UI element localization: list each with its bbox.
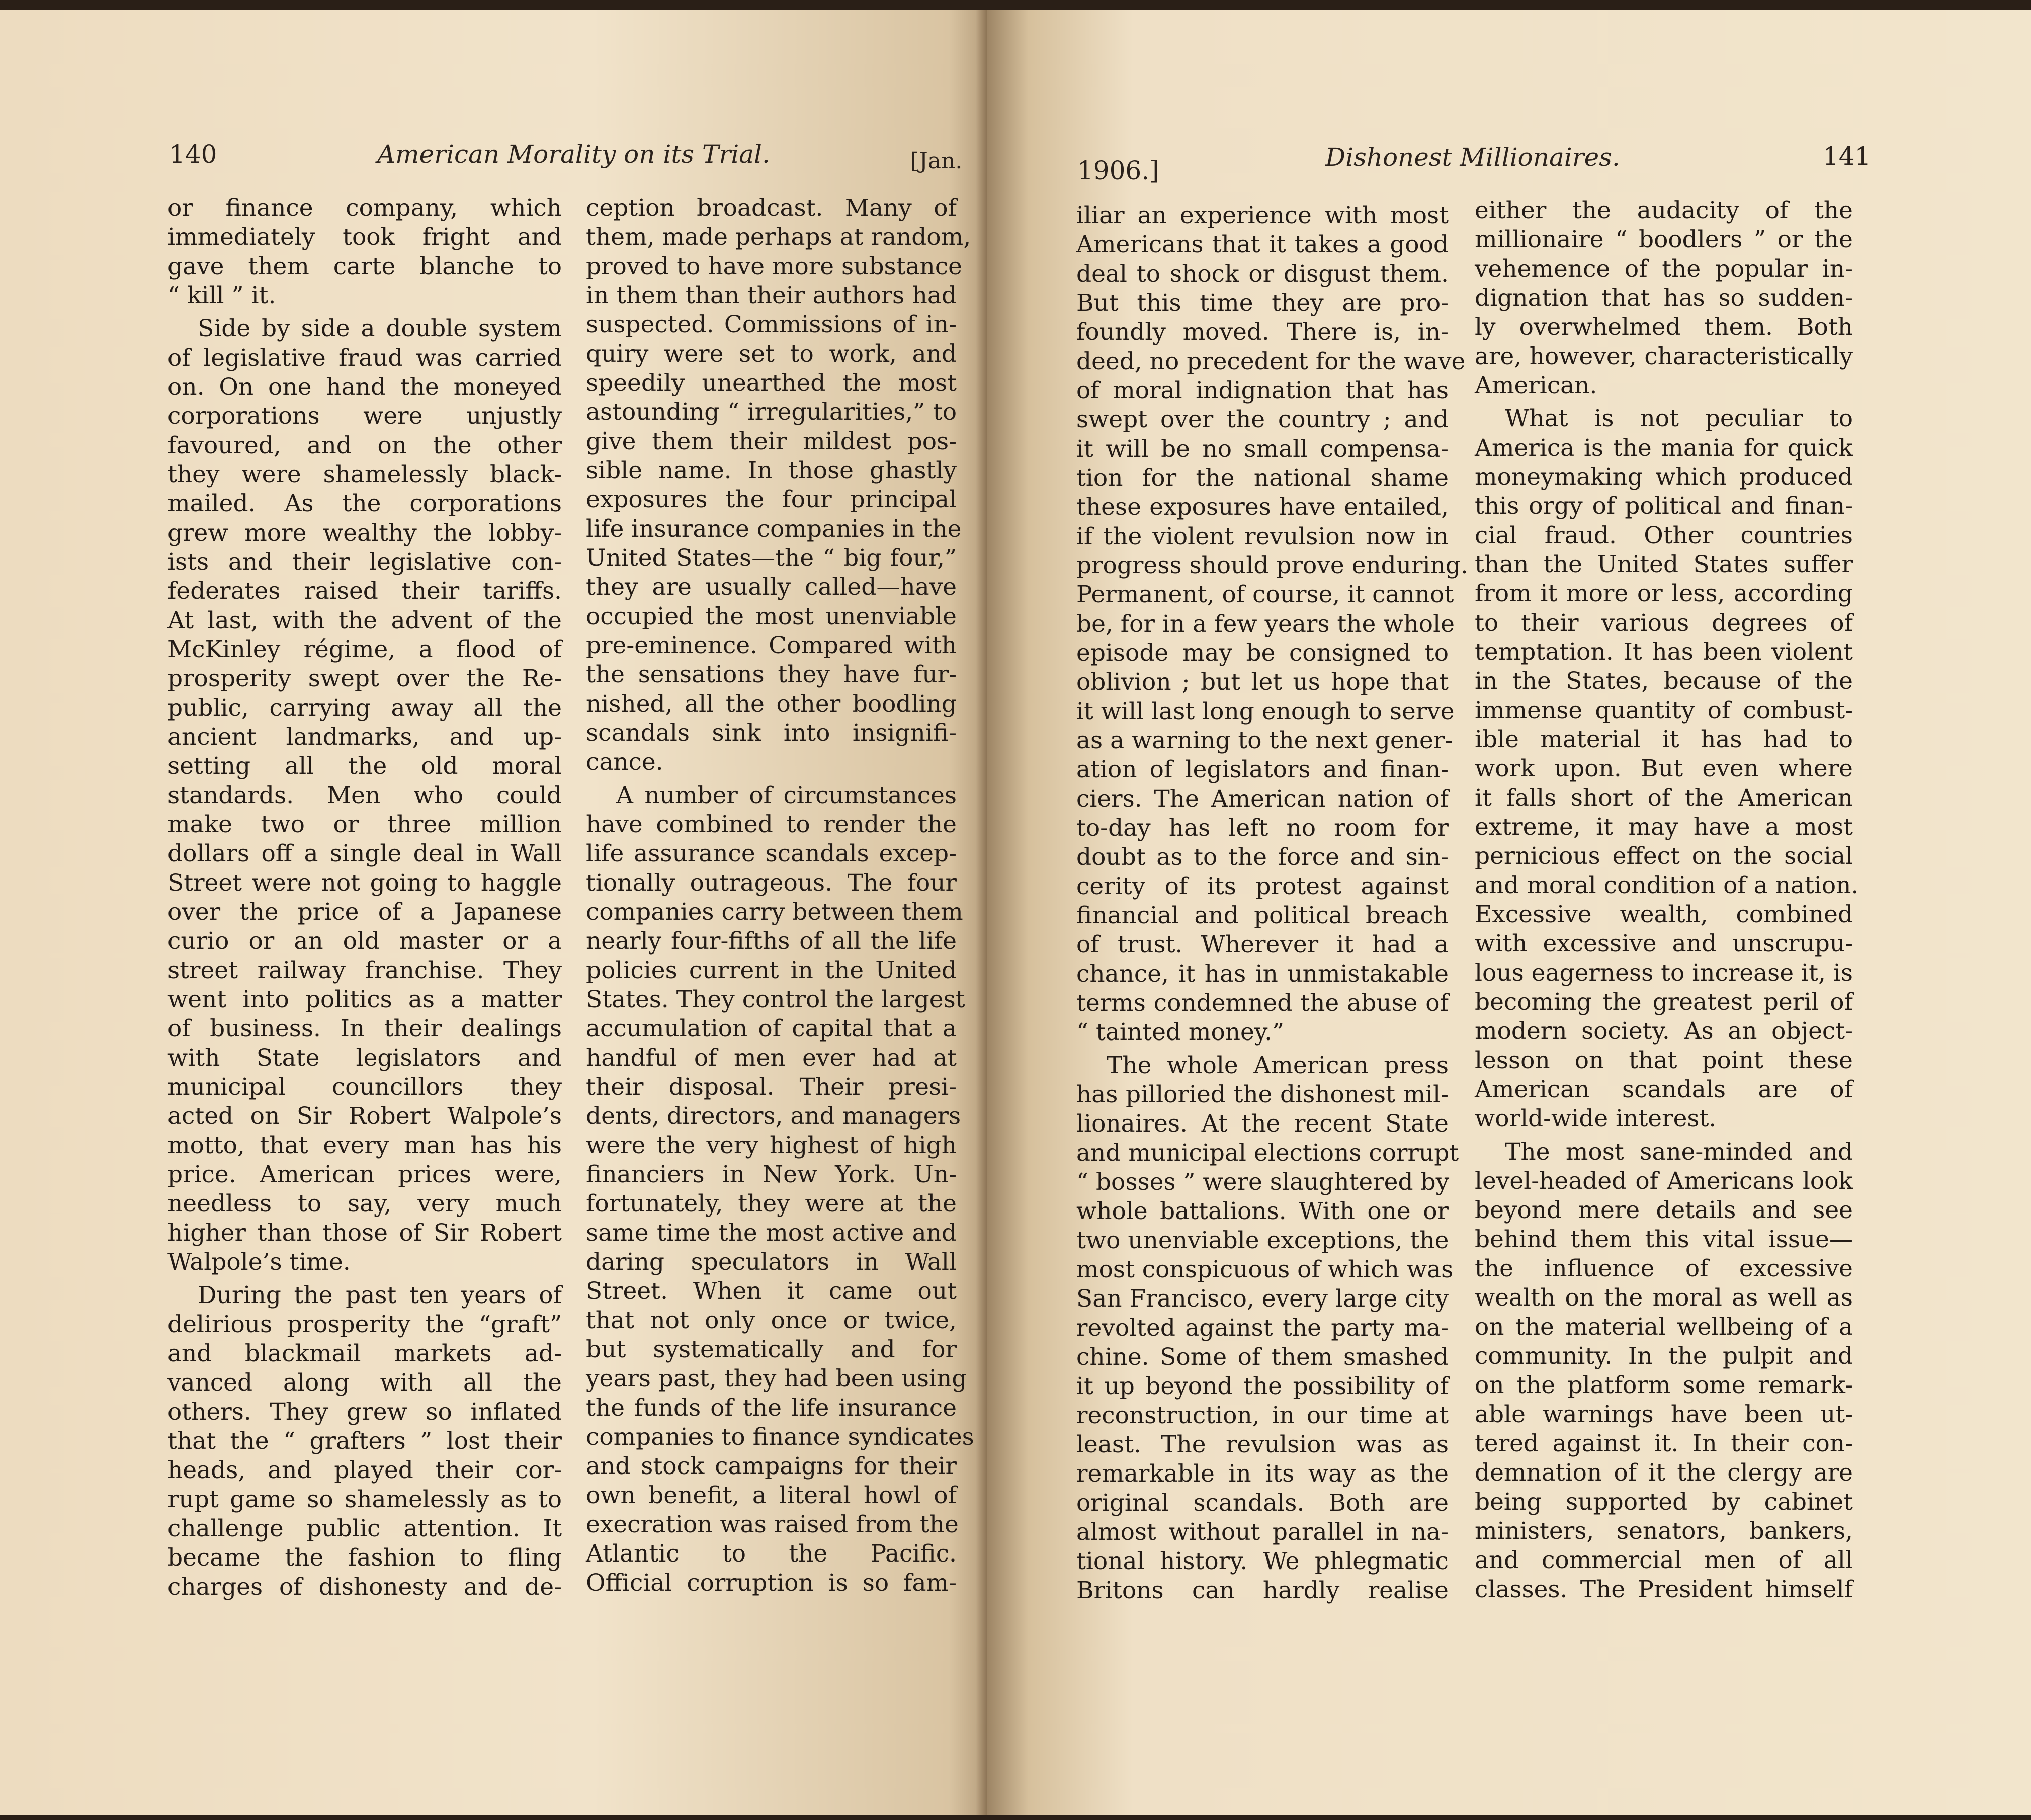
text-line: handful of men ever had at (586, 1044, 957, 1072)
text-line: own benefit, a literal howl of (586, 1482, 957, 1509)
text-line: During the past ten years of (198, 1281, 562, 1309)
text-line: terms condemned the abuse of (1076, 989, 1449, 1017)
paragraph-gap (167, 310, 562, 314)
page-number-left: 140 (169, 140, 217, 169)
paragraph-gap (586, 777, 957, 781)
text-line: this orgy of political and finan- (1475, 492, 1853, 520)
text-line: ible material it has had to (1475, 726, 1853, 753)
text-line: public, carrying away all the (167, 694, 562, 722)
text-line: on the material wellbeing of a (1475, 1313, 1853, 1341)
text-line: A number of circumstances (616, 782, 957, 809)
text-line: life insurance companies in the (586, 515, 962, 543)
text-line: companies carry between them (586, 898, 963, 926)
running-date-left: [Jan. (910, 148, 963, 174)
text-line: street railway franchise. They (167, 957, 562, 984)
text-line: life assurance scandals excep- (586, 840, 957, 868)
text-line: “ bosses ” were slaughtered by (1076, 1168, 1450, 1196)
text-line: it will be no small compensa- (1076, 435, 1449, 463)
right-column-1 (1076, 201, 1468, 1605)
text-line: higher than those of Sir Robert (167, 1219, 562, 1247)
text-line: most conspicuous of which was (1076, 1256, 1454, 1283)
text-line: standards. Men who could (167, 782, 562, 809)
text-line: years past, they had been using (586, 1365, 967, 1393)
text-line: But this time they are pro- (1076, 289, 1449, 317)
text-line: as a warning to the next gener- (1076, 727, 1453, 754)
text-line: two unenviable exceptions, the (1076, 1227, 1449, 1254)
text-line: Street were not going to haggle (167, 869, 562, 897)
text-line: of legislative fraud was carried (167, 344, 562, 372)
text-line: accumulation of capital that a (586, 1015, 957, 1043)
text-line: the influence of excessive (1475, 1255, 1853, 1282)
text-line: United States—the “ big four,” (586, 544, 957, 572)
text-line: companies to finance syndicates (586, 1423, 974, 1451)
text-line: vehemence of the popular in- (1475, 255, 1853, 283)
text-line: moneymaking which produced (1475, 463, 1853, 491)
text-line: financial and political breach (1076, 902, 1449, 929)
text-line: and commercial men of all (1475, 1546, 1853, 1574)
text-line: deed, no precedent for the wave (1076, 348, 1466, 375)
text-line: were the very highest of high (586, 1132, 957, 1159)
text-line: cance. (586, 748, 663, 776)
text-line: policies current in the United (586, 957, 957, 984)
text-line: to-day has left no room for (1076, 814, 1449, 842)
text-line: episode may be consigned to (1076, 639, 1449, 667)
text-line: has pilloried the dishonest mil- (1076, 1081, 1449, 1108)
text-line: it falls short of the American (1475, 784, 1853, 812)
text-line: motto, that every man has his (167, 1132, 562, 1159)
text-line: of business. In their dealings (167, 1015, 562, 1043)
right-column-2 (1475, 196, 1859, 1604)
text-line: the funds of the life insurance (586, 1394, 957, 1422)
text-line: Walpole’s time. (167, 1248, 351, 1276)
text-line: give them their mildest pos- (586, 427, 957, 455)
text-line: went into politics as a matter (167, 986, 562, 1013)
text-line: setting all the old moral (167, 752, 562, 780)
text-line: The most sane-minded and (1505, 1138, 1853, 1166)
text-line: At last, with the advent of the (167, 606, 562, 634)
text-line: and stock campaigns for their (586, 1452, 957, 1480)
running-date-right: 1906.] (1077, 156, 1159, 185)
text-line: that the “ grafters ” lost their (167, 1427, 562, 1455)
text-line: and moral condition of a nation. (1475, 872, 1859, 899)
text-line: whole battalions. With one or (1076, 1197, 1449, 1225)
text-line: of moral indignation that has (1076, 377, 1449, 404)
text-line: behind them this vital issue— (1475, 1226, 1853, 1253)
text-line: than the United States suffer (1475, 551, 1853, 578)
text-line: curio or an old master or a (167, 927, 562, 955)
text-line: “ tainted money.” (1076, 1018, 1285, 1046)
text-line: occupied the most unenviable (586, 602, 957, 630)
text-line: scandals sink into insignifi- (586, 719, 957, 747)
text-line: States. They control the largest (586, 986, 965, 1013)
text-line: quiry were set to work, and (586, 340, 957, 368)
text-line: work upon. But even where (1475, 755, 1853, 783)
text-line: are, however, characteristically (1475, 342, 1853, 370)
text-line: same time the most active and (586, 1219, 957, 1247)
text-line: nearly four-fifths of all the life (586, 927, 957, 955)
text-line: classes. The President himself (1475, 1576, 1853, 1603)
text-line: make two or three million (167, 811, 562, 838)
text-line: lionaires. At the recent State (1076, 1110, 1449, 1138)
text-line: revolted against the party ma- (1076, 1314, 1449, 1342)
text-line: ancient landmarks, and up- (167, 723, 562, 751)
text-line: federates raised their tariffs. (167, 577, 562, 605)
text-line: favoured, and on the other (167, 431, 562, 459)
text-line: to their various degrees of (1475, 609, 1853, 637)
text-line: in them than their authors had (586, 282, 957, 309)
text-line: prosperity swept over the Re- (167, 665, 562, 692)
text-line: daring speculators in Wall (586, 1248, 957, 1276)
text-line: remarkable in its way as the (1076, 1460, 1449, 1488)
text-line: on. On one hand the moneyed (167, 373, 562, 401)
text-line: delirious prosperity the “graft” (167, 1311, 562, 1338)
text-line: heads, and played their cor- (167, 1456, 562, 1484)
text-line: they are usually called—have (586, 573, 957, 601)
paragraph-gap (1475, 1134, 1853, 1138)
text-line: ministers, senators, bankers, (1475, 1517, 1853, 1545)
text-line: ception broadcast. Many of (586, 194, 957, 222)
text-line: charges of dishonesty and de- (167, 1573, 562, 1601)
text-line: ists and their legislative con- (167, 548, 562, 576)
text-line: tionally outrageous. The four (586, 869, 957, 897)
text-line: millionaire “ boodlers ” or the (1475, 226, 1853, 253)
text-line: temptation. It has been violent (1475, 638, 1853, 666)
text-line: dollars off a single deal in Wall (167, 840, 562, 868)
text-line: mailed. As the corporations (167, 490, 562, 517)
text-line: gave them carte blanche to (167, 252, 562, 280)
text-line: modern society. As an object- (1475, 1017, 1853, 1045)
text-line: either the audacity of the (1475, 197, 1853, 224)
text-line: Street. When it came out (586, 1277, 957, 1305)
text-line: rupt game so shamelessly as to (167, 1486, 562, 1513)
text-line: original scandals. Both are (1076, 1489, 1449, 1517)
text-line: lesson on that point these (1475, 1047, 1853, 1074)
text-line: Official corruption is so fam- (586, 1569, 957, 1597)
paragraph-gap (1076, 1047, 1449, 1051)
text-line: corporations were unjustly (167, 402, 562, 430)
text-line: these exposures have entailed, (1076, 493, 1449, 521)
text-line: be, for in a few years the whole (1076, 610, 1455, 638)
text-line: became the fashion to fling (167, 1544, 562, 1572)
text-line: iliar an experience with most (1076, 202, 1449, 229)
text-line: tion for the national shame (1076, 464, 1449, 492)
text-line: ly overwhelmed them. Both (1475, 313, 1853, 341)
text-line: needless to say, very much (167, 1190, 562, 1218)
text-line: fortunately, they were at the (586, 1190, 957, 1218)
text-line: immediately took fright and (167, 223, 562, 251)
text-line: on the platform some remark- (1475, 1371, 1853, 1399)
text-line: if the violent revulsion now in (1076, 523, 1449, 550)
text-line: dignation that has so sudden- (1475, 284, 1853, 312)
text-line: wealth on the moral as well as (1475, 1284, 1853, 1312)
text-line: deal to shock or disgust them. (1076, 260, 1449, 288)
text-line: cerity of its protest against (1076, 873, 1449, 900)
text-line: doubt as to the force and sin- (1076, 843, 1449, 871)
text-line: lous eagerness to increase it, is (1475, 959, 1853, 987)
text-line: dents, directors, and managers (586, 1102, 961, 1130)
text-line: America is the mania for quick (1475, 434, 1853, 462)
text-line: ciers. The American nation of (1076, 785, 1449, 813)
left-column-2 (586, 194, 974, 1598)
text-line: chine. Some of them smashed (1076, 1343, 1449, 1371)
text-line: swept over the country ; and (1076, 406, 1449, 434)
text-line: pernicious effect on the social (1475, 842, 1853, 870)
text-line: McKinley régime, a flood of (167, 636, 562, 663)
text-line: or finance company, which (167, 194, 562, 222)
text-line: Permanent, of course, it cannot (1076, 581, 1454, 609)
text-line: over the price of a Japanese (167, 898, 562, 926)
text-line: price. American prices were, (167, 1161, 562, 1188)
running-title-left: American Morality on its Trial. (377, 140, 770, 169)
text-line: Britons can hardly realise (1076, 1577, 1449, 1604)
text-line: with excessive and unscrupu- (1475, 930, 1853, 958)
text-line: The whole American press (1107, 1052, 1449, 1079)
text-line: oblivion ; but let us hope that (1076, 668, 1449, 696)
text-line: proved to have more substance (586, 252, 962, 280)
text-line: financiers in New York. Un- (586, 1161, 957, 1188)
text-line: community. In the pulpit and (1475, 1342, 1853, 1370)
text-line: sible name. In those ghastly (586, 457, 957, 484)
text-line: nished, all the other boodling (586, 690, 957, 718)
text-line: and blackmail markets ad- (167, 1340, 562, 1367)
left-column-1 (167, 194, 562, 1602)
text-line: have combined to render the (586, 811, 957, 838)
text-line: that not only once or twice, (586, 1307, 957, 1334)
text-line: Excessive wealth, combined (1475, 901, 1853, 928)
text-line: ation of legislators and finan- (1076, 756, 1449, 784)
text-line: becoming the greatest peril of (1475, 988, 1853, 1016)
text-line: it will last long enough to serve (1076, 698, 1455, 725)
text-line: San Francisco, every large city (1076, 1285, 1449, 1313)
text-line: and municipal elections corrupt (1076, 1139, 1459, 1167)
text-line: the sensations they have fur- (586, 661, 957, 688)
text-line: acted on Sir Robert Walpole’s (167, 1102, 562, 1130)
text-line: grew more wealthy the lobby- (167, 519, 562, 547)
text-line: American scandals are of (1475, 1076, 1853, 1103)
text-line: level-headed of Americans look (1475, 1167, 1853, 1195)
left-page (0, 10, 988, 1815)
text-line: with State legislators and (167, 1044, 562, 1072)
text-line: cial fraud. Other countries (1475, 522, 1853, 549)
text-line: execration was raised from the (586, 1511, 959, 1538)
text-line: them, made perhaps at random, (586, 223, 971, 251)
text-line: “ kill ” it. (167, 282, 276, 309)
text-line: immense quantity of combust- (1475, 697, 1853, 724)
text-line: astounding “ irregularities,” to (586, 398, 957, 426)
text-line: tional history. We phlegmatic (1076, 1547, 1449, 1575)
text-line: pre-eminence. Compared with (586, 632, 957, 659)
text-line: municipal councillors they (167, 1073, 562, 1101)
text-line: others. They grew so inflated (167, 1398, 562, 1426)
text-line: vanced along with all the (167, 1369, 562, 1397)
text-line: American. (1475, 372, 1597, 399)
text-line: they were shamelessly black- (167, 461, 562, 488)
paragraph-gap (1475, 400, 1853, 404)
text-line: exposures the four principal (586, 486, 957, 513)
text-line: from it more or less, according (1475, 580, 1853, 608)
text-line: able warnings have been ut- (1475, 1401, 1853, 1428)
text-line: tered against it. In their con- (1475, 1430, 1853, 1457)
text-line: their disposal. Their presi- (586, 1073, 957, 1101)
text-line: Americans that it takes a good (1076, 231, 1449, 258)
text-line: of trust. Wherever it had a (1076, 931, 1449, 959)
text-line: extreme, it may have a most (1475, 813, 1853, 841)
text-line: in the States, because of the (1475, 667, 1853, 695)
text-line: speedily unearthed the most (586, 369, 957, 397)
text-line: world-wide interest. (1475, 1105, 1717, 1133)
text-line: challenge public attention. It (167, 1515, 562, 1542)
text-line: foundly moved. There is, in- (1076, 318, 1449, 346)
right-page (987, 10, 2031, 1815)
text-line: being supported by cabinet (1475, 1488, 1853, 1516)
text-line: progress should prove enduring. (1076, 552, 1468, 579)
text-line: it up beyond the possibility of (1076, 1372, 1449, 1400)
text-line: but systematically and for (586, 1336, 957, 1363)
text-line: beyond mere details and see (1475, 1196, 1853, 1224)
text-line: demnation of it the clergy are (1475, 1459, 1853, 1487)
text-line: suspected. Commissions of in- (586, 311, 957, 338)
text-line: Side by side a double system (198, 315, 562, 342)
text-line: least. The revulsion was as (1076, 1431, 1449, 1458)
text-line: What is not peculiar to (1505, 405, 1853, 432)
paragraph-gap (167, 1277, 562, 1281)
running-title-right: Dishonest Millionaires. (1325, 143, 1620, 172)
text-line: almost without parallel in na- (1076, 1518, 1449, 1546)
text-line: Atlantic to the Pacific. (586, 1540, 957, 1568)
text-line: reconstruction, in our time at (1076, 1402, 1449, 1429)
text-line: chance, it has in unmistakable (1076, 960, 1449, 988)
page-number-right: 141 (1823, 142, 1871, 171)
